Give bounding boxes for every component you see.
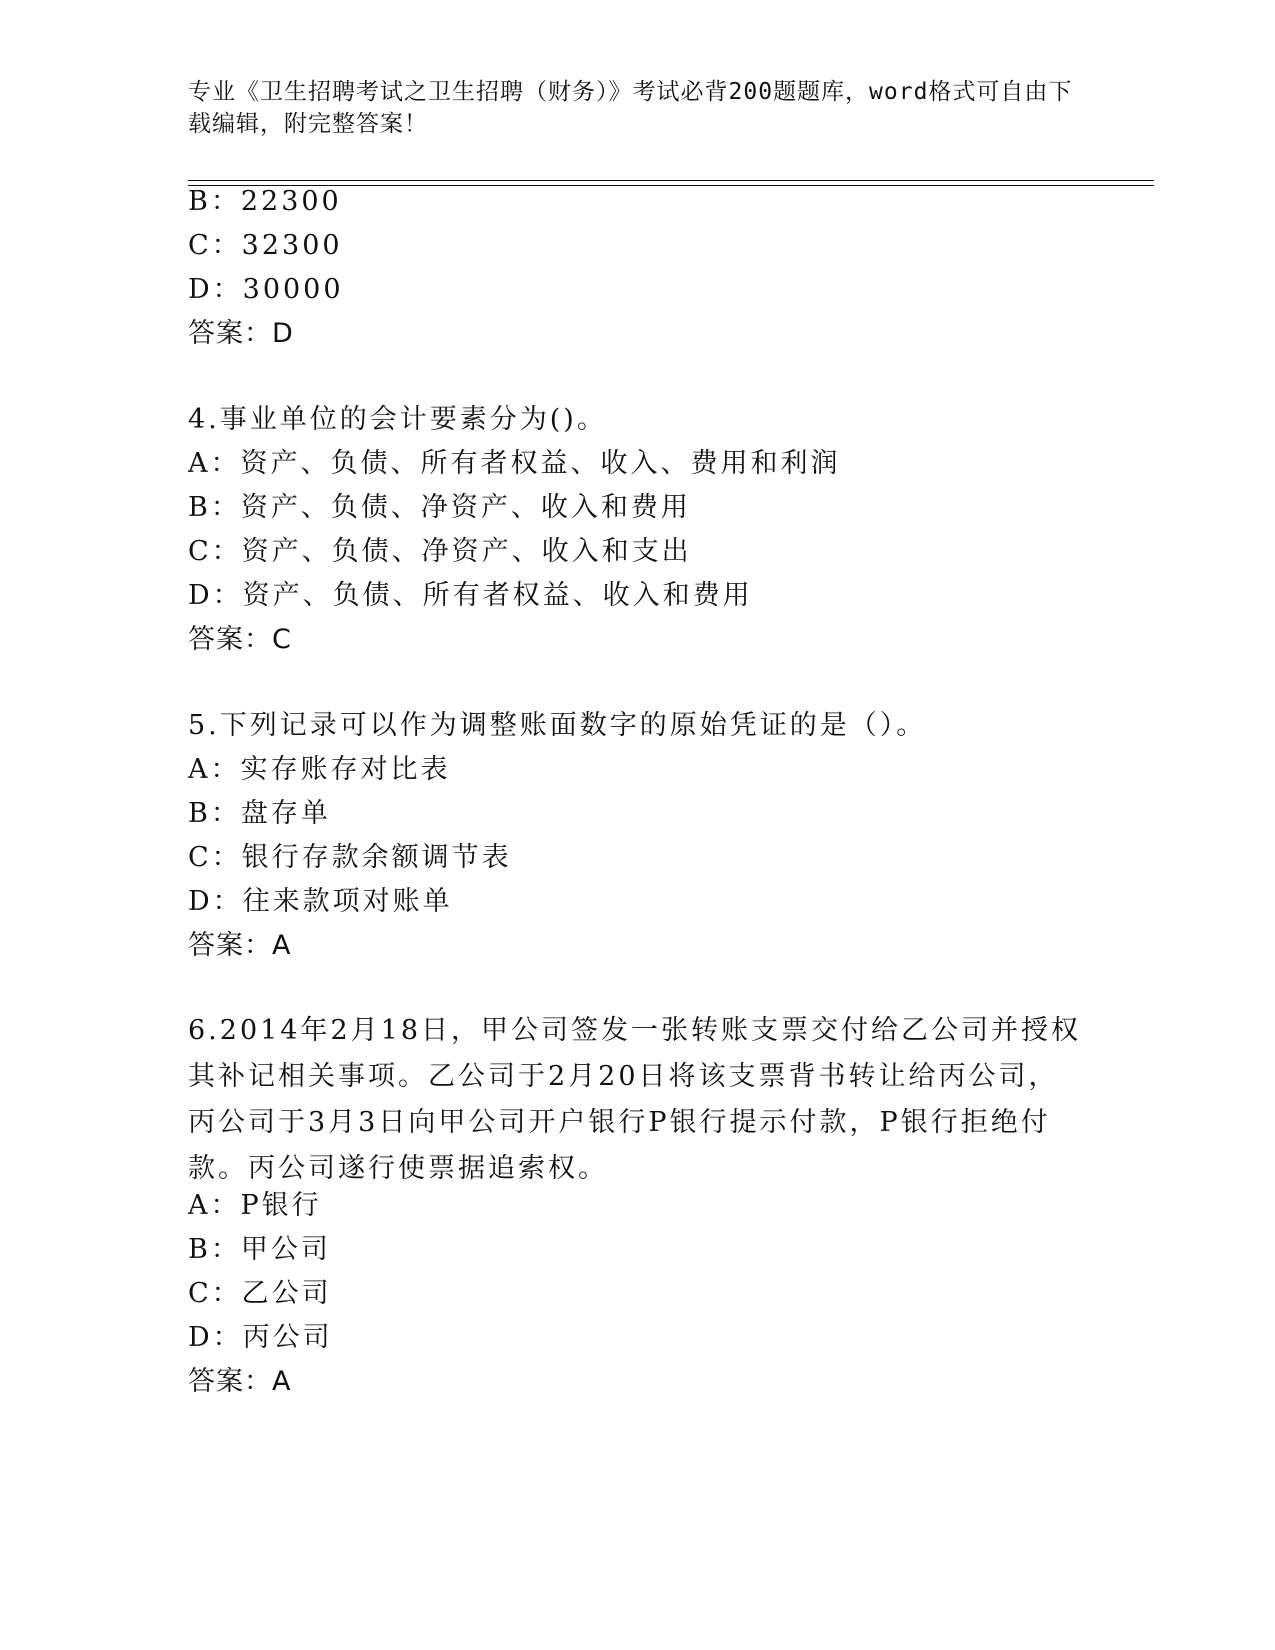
answer-line: 答案：A xyxy=(188,930,292,961)
option-d: D：丙公司 xyxy=(188,1322,333,1353)
option-c: C：乙公司 xyxy=(188,1278,332,1309)
question-stem: 4.事业单位的会计要素分为()。 xyxy=(188,404,607,435)
option-c: C：32300 xyxy=(188,230,343,261)
option-c: C：资产、负债、净资产、收入和支出 xyxy=(188,536,692,567)
option-a: A：实存账存对比表 xyxy=(188,754,451,785)
option-b: B：甲公司 xyxy=(188,1234,331,1265)
option-b: B：盘存单 xyxy=(188,798,331,829)
option-b: B：22300 xyxy=(188,186,342,217)
option-b: B：资产、负债、净资产、收入和费用 xyxy=(188,492,691,523)
option-d: D：往来款项对账单 xyxy=(188,886,453,917)
option-d: D：资产、负债、所有者权益、收入和费用 xyxy=(188,580,753,611)
answer-line: 答案：A xyxy=(188,1366,292,1397)
question-stem: 5.下列记录可以作为调整账面数字的原始凭证的是（）。 xyxy=(188,710,927,741)
answer-line: 答案：C xyxy=(188,624,292,655)
option-a: A：资产、负债、所有者权益、收入、费用和利润 xyxy=(188,448,841,479)
option-a: A：P银行 xyxy=(188,1190,322,1221)
option-c: C：银行存款余额调节表 xyxy=(188,842,512,873)
answer-line: 答案：D xyxy=(188,318,294,349)
question-stem: 6.2014年2月18日，甲公司签发一张转账支票交付给乙公司并授权其补记相关事项。乙公司于2月20日将该支票背书转让给丙公司，丙公司于3月3日向甲公司开户银行P银行提示付款，P银行拒绝付款。丙公司遂行使票据追索权。 xyxy=(188,1015,1082,1184)
document-header: 专业《卫生招聘考试之卫生招聘（财务）》考试必背200题题库，word格式可自由下载编辑，附完整答案！ xyxy=(188,79,1073,137)
option-d: D：30000 xyxy=(188,274,344,305)
